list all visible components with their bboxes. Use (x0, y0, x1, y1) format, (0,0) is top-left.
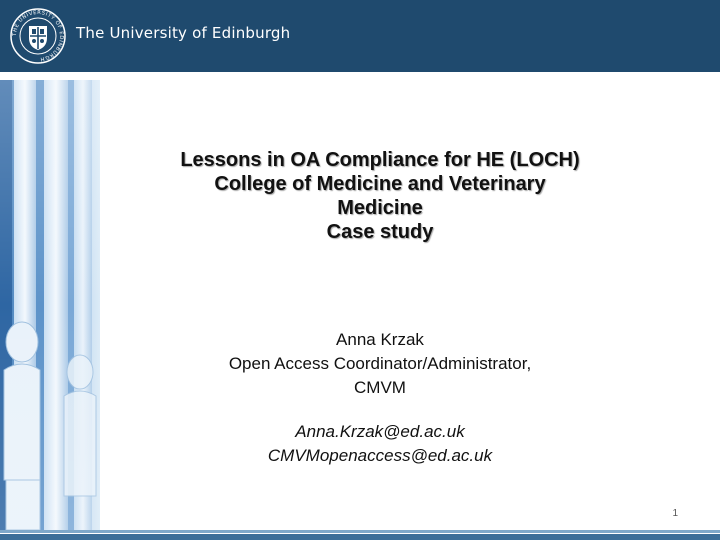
crest-ring-text: THE UNIVERSITY OF EDINBURGH (11, 9, 65, 62)
university-name: The University of Edinburgh (76, 24, 291, 42)
contact-emails (100, 420, 660, 468)
email-shared: CMVMopenaccess@ed.ac.uk (267, 446, 493, 465)
footer-rule (0, 530, 720, 540)
slide-title (100, 148, 660, 244)
title-line-3: Medicine (337, 197, 423, 219)
email-personal: Anna.Krzak@ed.ac.uk (295, 422, 465, 441)
author-role: Open Access Coordinator/Administrator, (228, 354, 532, 373)
author-unit: CMVM (354, 378, 406, 397)
title-line-2: College of Medicine and Veterinary (214, 173, 546, 195)
title-line-1: Lessons in OA Compliance for HE (LOCH) (180, 149, 580, 171)
author-block (100, 328, 660, 400)
title-line-4: Case study (326, 221, 434, 243)
page-number: 1 (672, 508, 678, 519)
header-bar (0, 0, 720, 72)
author-name: Anna Krzak (336, 330, 424, 349)
university-crest-logo (10, 8, 66, 64)
decorative-columns-image (0, 80, 100, 530)
